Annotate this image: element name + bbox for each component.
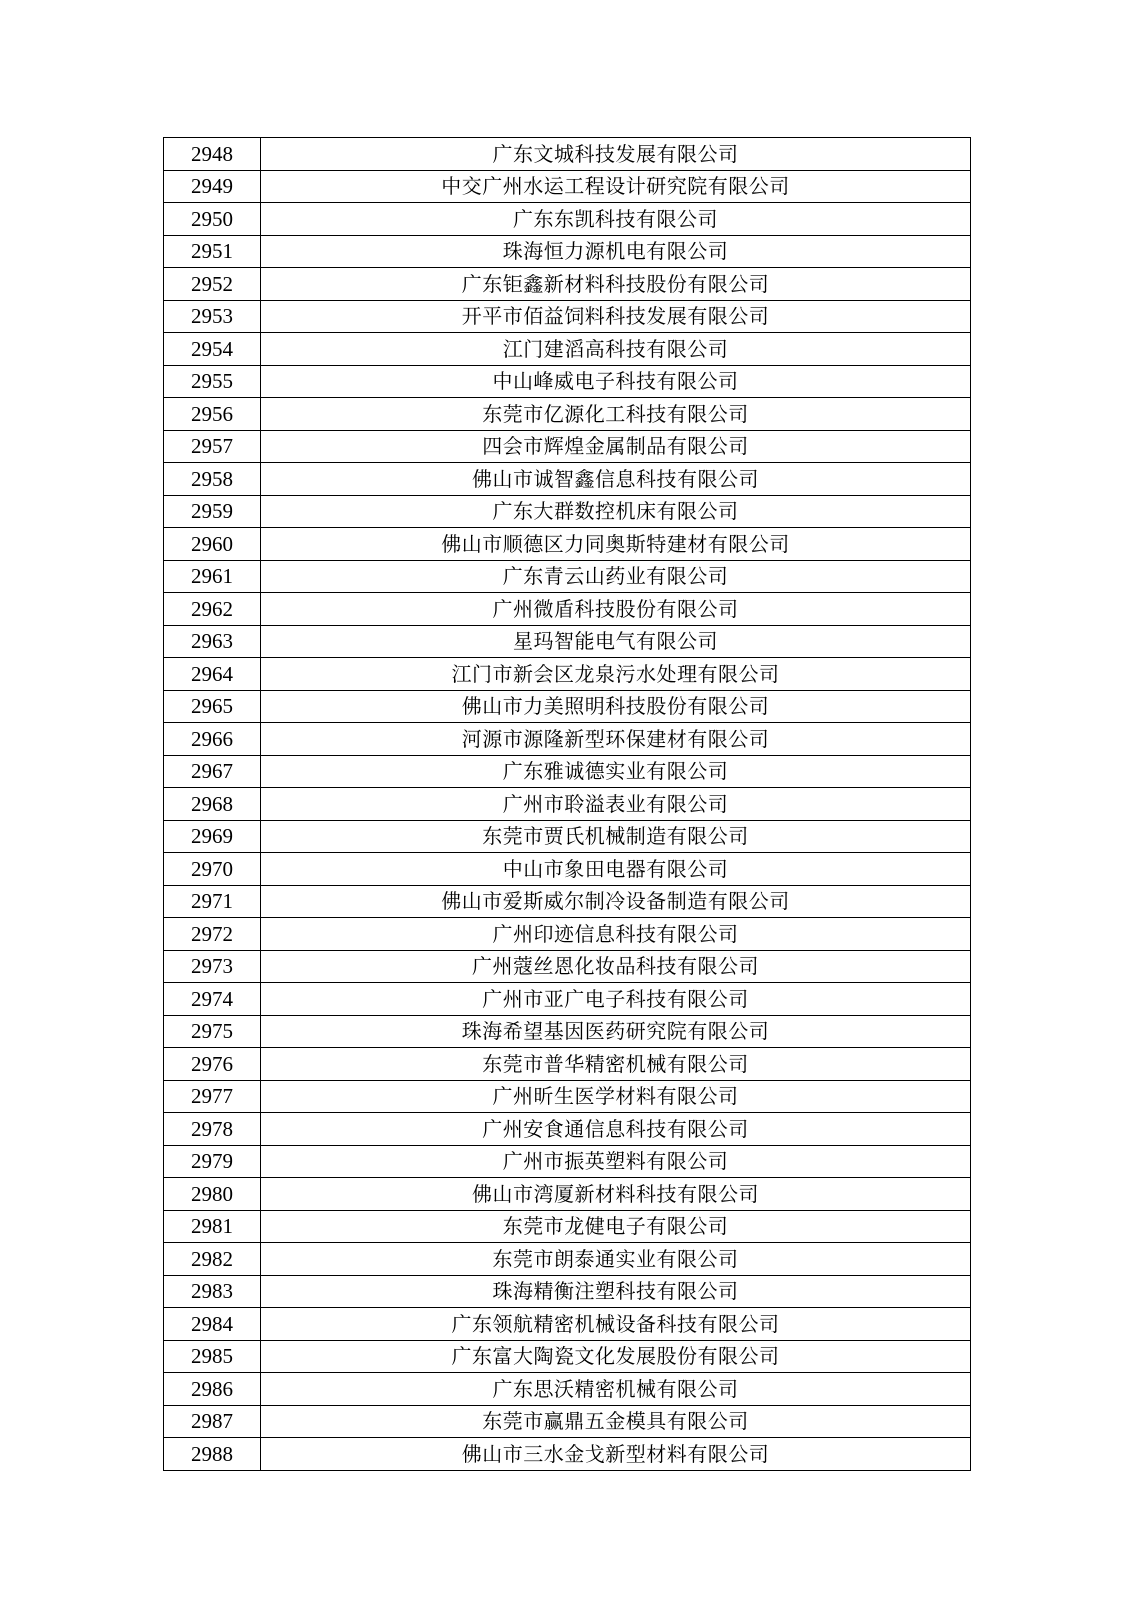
table-row — [164, 1015, 971, 1048]
row-number: 2954 — [164, 333, 261, 366]
table-row — [164, 333, 971, 366]
row-number: 2956 — [164, 398, 261, 431]
company-name: 珠海精衡注塑科技有限公司 — [261, 1275, 971, 1308]
row-number: 2970 — [164, 853, 261, 886]
table-row — [164, 1438, 971, 1471]
table-row — [164, 625, 971, 658]
table-row — [164, 268, 971, 301]
company-name: 广州微盾科技股份有限公司 — [261, 593, 971, 626]
row-number: 2963 — [164, 625, 261, 658]
table-row — [164, 1308, 971, 1341]
table-row — [164, 1210, 971, 1243]
row-number: 2984 — [164, 1308, 261, 1341]
company-name: 广州昕生医学材料有限公司 — [261, 1080, 971, 1113]
company-name: 广州印迹信息科技有限公司 — [261, 918, 971, 951]
table-row — [164, 853, 971, 886]
row-number: 2950 — [164, 203, 261, 236]
table-row — [164, 1178, 971, 1211]
row-number: 2955 — [164, 365, 261, 398]
table-row — [164, 138, 971, 171]
row-number: 2978 — [164, 1113, 261, 1146]
company-name: 广东文城科技发展有限公司 — [261, 138, 971, 171]
row-number: 2966 — [164, 723, 261, 756]
row-number: 2971 — [164, 885, 261, 918]
row-number: 2972 — [164, 918, 261, 951]
row-number: 2953 — [164, 300, 261, 333]
table-row — [164, 1340, 971, 1373]
row-number: 2952 — [164, 268, 261, 301]
row-number: 2974 — [164, 983, 261, 1016]
row-number: 2983 — [164, 1275, 261, 1308]
row-number: 2961 — [164, 560, 261, 593]
row-number: 2959 — [164, 495, 261, 528]
table-row — [164, 235, 971, 268]
row-number: 2976 — [164, 1048, 261, 1081]
row-number: 2975 — [164, 1015, 261, 1048]
table-row — [164, 1243, 971, 1276]
company-name: 东莞市普华精密机械有限公司 — [261, 1048, 971, 1081]
company-name: 中山峰威电子科技有限公司 — [261, 365, 971, 398]
company-name: 广东雅诚德实业有限公司 — [261, 755, 971, 788]
table-row — [164, 560, 971, 593]
company-name: 广东青云山药业有限公司 — [261, 560, 971, 593]
company-name: 东莞市龙健电子有限公司 — [261, 1210, 971, 1243]
company-name: 广州市亚广电子科技有限公司 — [261, 983, 971, 1016]
company-name: 星玛智能电气有限公司 — [261, 625, 971, 658]
company-name: 广东思沃精密机械有限公司 — [261, 1373, 971, 1406]
row-number: 2982 — [164, 1243, 261, 1276]
row-number: 2973 — [164, 950, 261, 983]
company-name: 四会市辉煌金属制品有限公司 — [261, 430, 971, 463]
row-number: 2986 — [164, 1373, 261, 1406]
row-number: 2987 — [164, 1405, 261, 1438]
company-name: 江门建滔高科技有限公司 — [261, 333, 971, 366]
company-name: 广州市聆溢表业有限公司 — [261, 788, 971, 821]
company-name: 珠海希望基因医药研究院有限公司 — [261, 1015, 971, 1048]
row-number: 2969 — [164, 820, 261, 853]
table-row — [164, 950, 971, 983]
row-number: 2949 — [164, 170, 261, 203]
row-number: 2958 — [164, 463, 261, 496]
row-number: 2962 — [164, 593, 261, 626]
company-name: 东莞市亿源化工科技有限公司 — [261, 398, 971, 431]
row-number: 2980 — [164, 1178, 261, 1211]
row-number: 2981 — [164, 1210, 261, 1243]
table-row — [164, 1275, 971, 1308]
table-row — [164, 300, 971, 333]
table-row — [164, 398, 971, 431]
company-name: 佛山市爱斯威尔制冷设备制造有限公司 — [261, 885, 971, 918]
table-row — [164, 983, 971, 1016]
company-name: 佛山市诚智鑫信息科技有限公司 — [261, 463, 971, 496]
row-number: 2985 — [164, 1340, 261, 1373]
company-name: 广东大群数控机床有限公司 — [261, 495, 971, 528]
table-row — [164, 593, 971, 626]
table-row — [164, 1048, 971, 1081]
table-row — [164, 1113, 971, 1146]
table-row — [164, 365, 971, 398]
table-row — [164, 723, 971, 756]
table-row — [164, 918, 971, 951]
table-row — [164, 1373, 971, 1406]
row-number: 2977 — [164, 1080, 261, 1113]
row-number: 2979 — [164, 1145, 261, 1178]
company-name: 广东东凯科技有限公司 — [261, 203, 971, 236]
table-row — [164, 690, 971, 723]
row-number: 2951 — [164, 235, 261, 268]
company-list-table — [163, 137, 971, 1471]
company-name: 河源市源隆新型环保建材有限公司 — [261, 723, 971, 756]
company-name: 开平市佰益饲料科技发展有限公司 — [261, 300, 971, 333]
row-number: 2967 — [164, 755, 261, 788]
company-name: 江门市新会区龙泉污水处理有限公司 — [261, 658, 971, 691]
company-name: 佛山市力美照明科技股份有限公司 — [261, 690, 971, 723]
row-number: 2964 — [164, 658, 261, 691]
table-row — [164, 755, 971, 788]
company-name: 佛山市顺德区力同奥斯特建材有限公司 — [261, 528, 971, 561]
table-row — [164, 788, 971, 821]
company-name: 中交广州水运工程设计研究院有限公司 — [261, 170, 971, 203]
company-name: 东莞市赢鼎五金模具有限公司 — [261, 1405, 971, 1438]
table-row — [164, 463, 971, 496]
company-name: 东莞市朗泰通实业有限公司 — [261, 1243, 971, 1276]
company-name: 广州安食通信息科技有限公司 — [261, 1113, 971, 1146]
table-row — [164, 203, 971, 236]
table-row — [164, 1145, 971, 1178]
table-row — [164, 170, 971, 203]
company-name: 广州市振英塑料有限公司 — [261, 1145, 971, 1178]
company-name: 广东钜鑫新材料科技股份有限公司 — [261, 268, 971, 301]
company-name: 佛山市三水金戈新型材料有限公司 — [261, 1438, 971, 1471]
company-name: 中山市象田电器有限公司 — [261, 853, 971, 886]
table-row — [164, 528, 971, 561]
table-row — [164, 885, 971, 918]
row-number: 2965 — [164, 690, 261, 723]
row-number: 2988 — [164, 1438, 261, 1471]
table-row — [164, 820, 971, 853]
company-name: 广州蔻丝恩化妆品科技有限公司 — [261, 950, 971, 983]
company-name: 珠海恒力源机电有限公司 — [261, 235, 971, 268]
table-row — [164, 658, 971, 691]
company-name: 广东领航精密机械设备科技有限公司 — [261, 1308, 971, 1341]
row-number: 2968 — [164, 788, 261, 821]
row-number: 2960 — [164, 528, 261, 561]
row-number: 2957 — [164, 430, 261, 463]
company-name: 广东富大陶瓷文化发展股份有限公司 — [261, 1340, 971, 1373]
table-row — [164, 495, 971, 528]
table-row — [164, 1080, 971, 1113]
table-body — [164, 138, 971, 1471]
company-name: 东莞市贾氏机械制造有限公司 — [261, 820, 971, 853]
row-number: 2948 — [164, 138, 261, 171]
company-name: 佛山市湾厦新材料科技有限公司 — [261, 1178, 971, 1211]
table-row — [164, 430, 971, 463]
table-row — [164, 1405, 971, 1438]
